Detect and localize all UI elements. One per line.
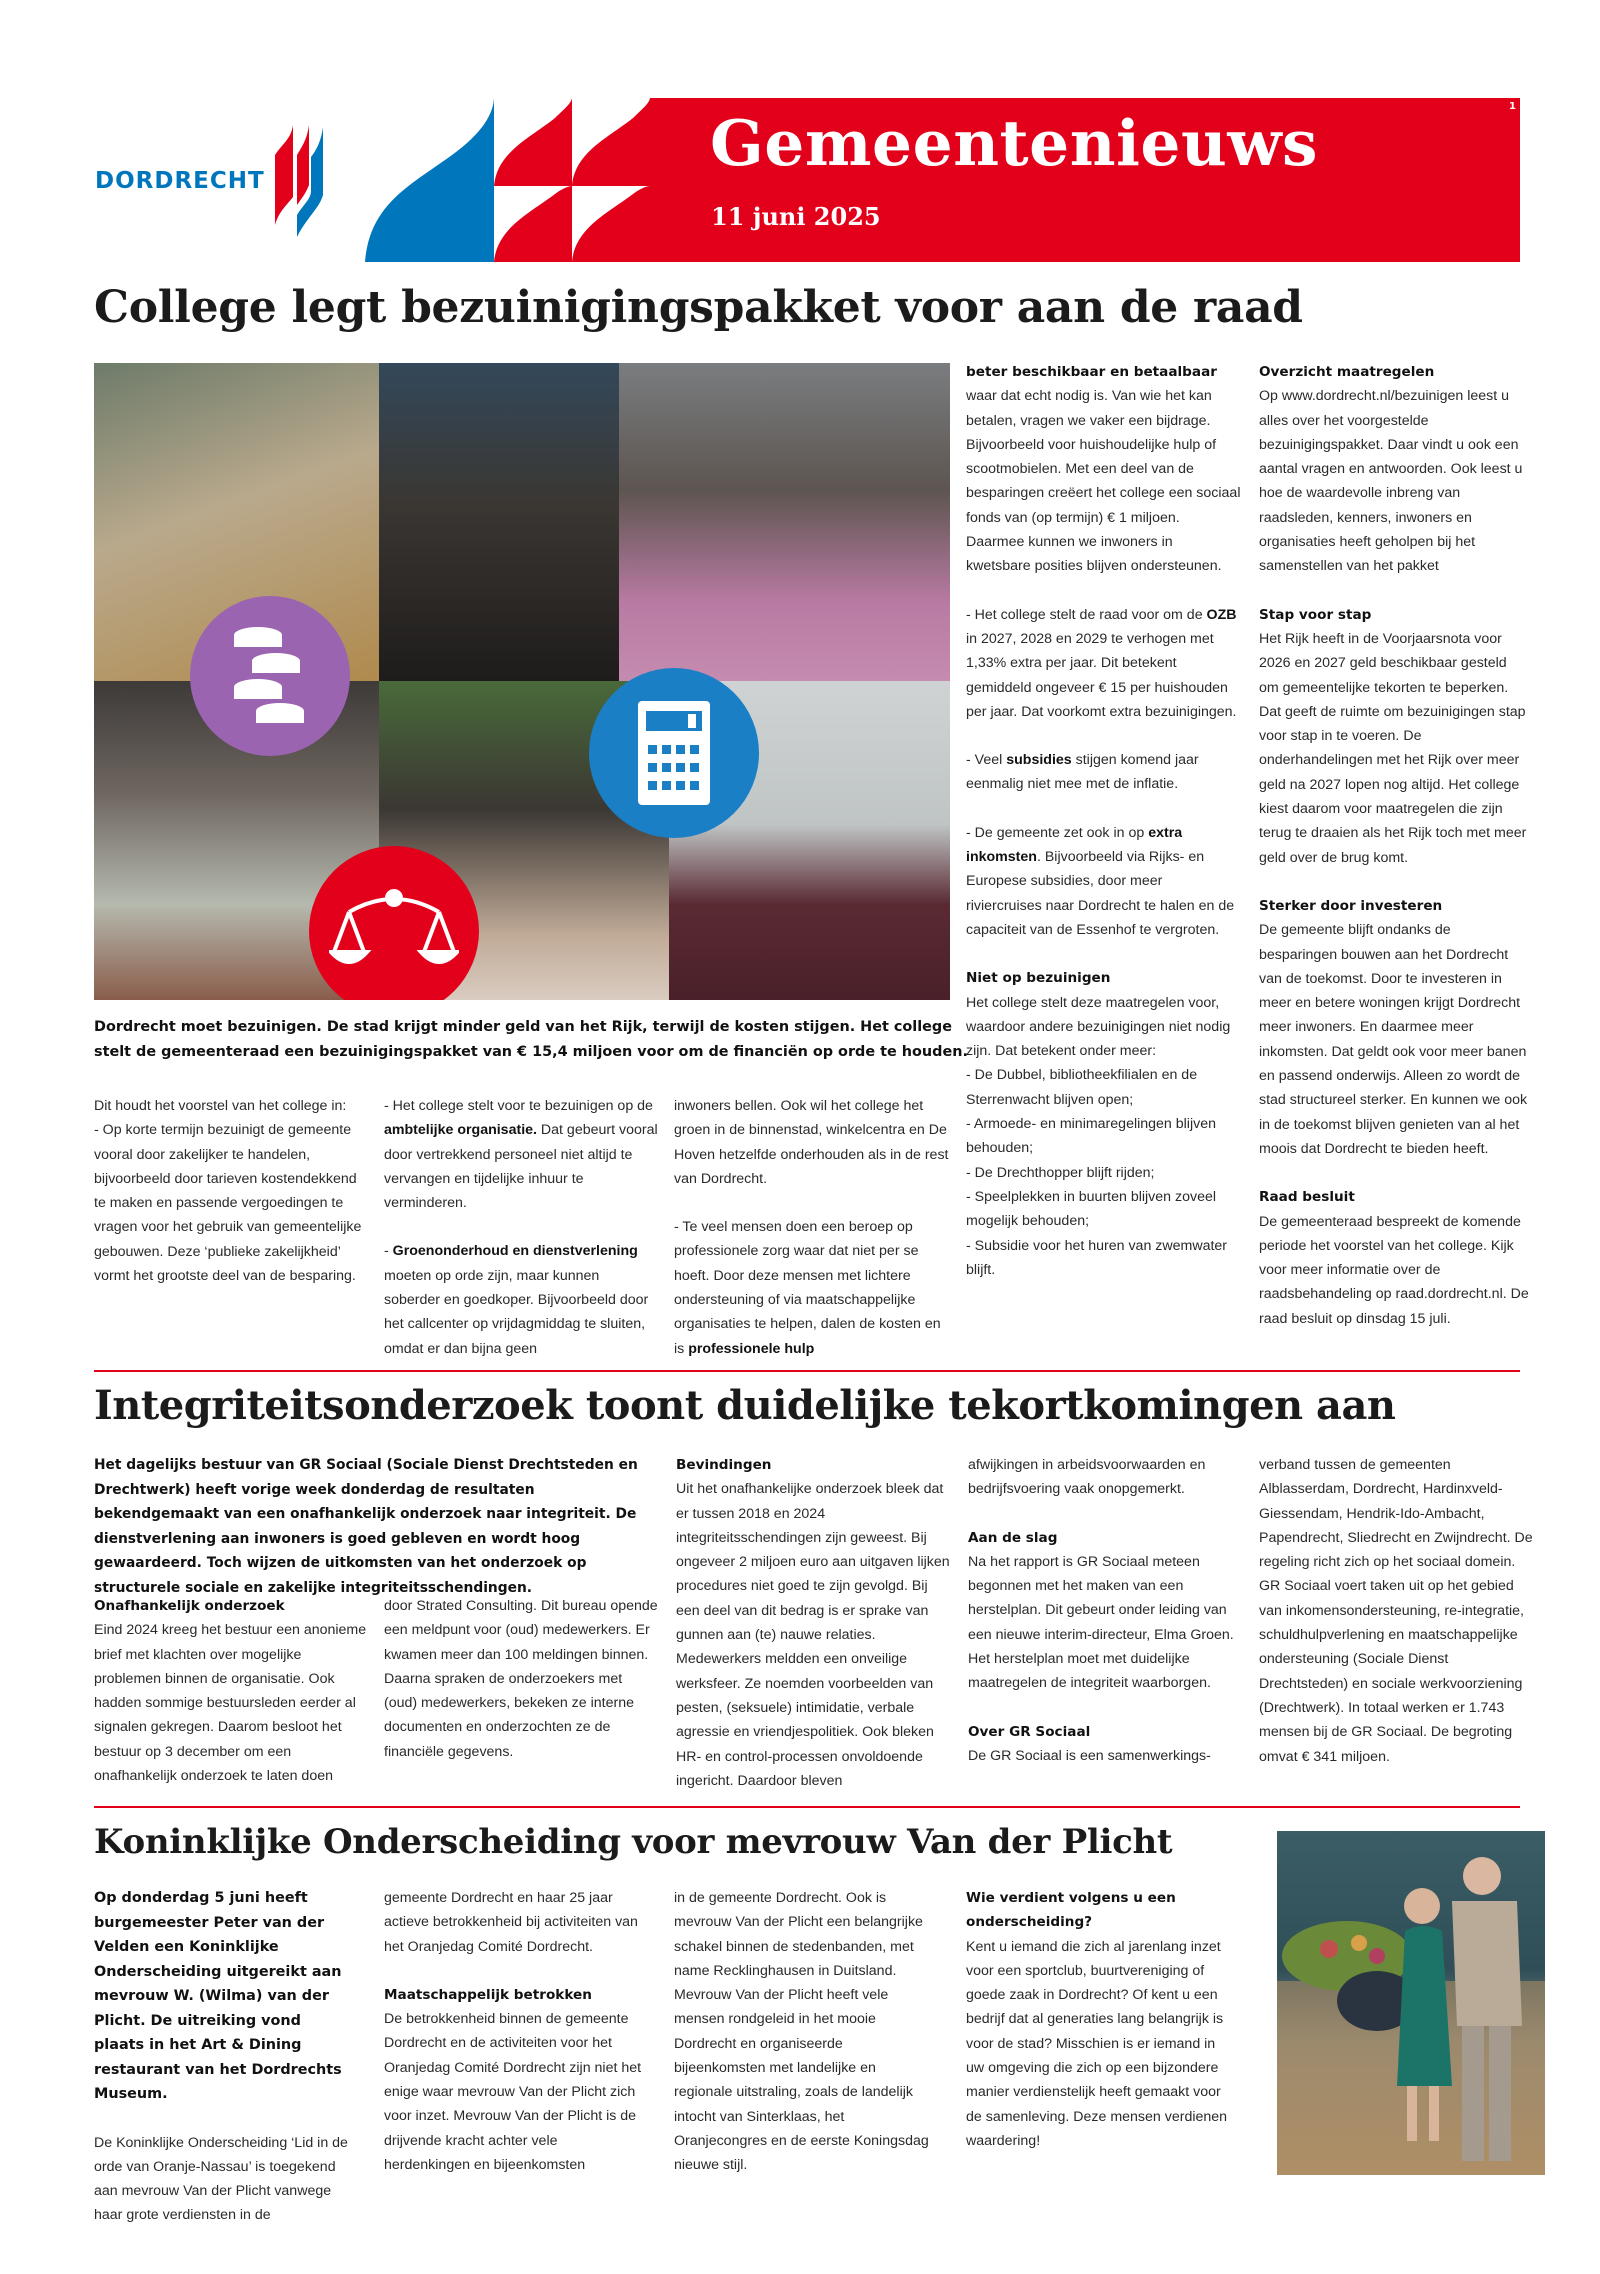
- photo-tile: [379, 363, 619, 681]
- paragraph: Uit het onafhankelijke onderzoek bleek dat er tussen 2018 en 2024 integriteitsschendingen zijn geweest. Bij ongeveer 2 miljoen euro aan uitgaven lijken procedures niet goed te zijn gevolgd. Bij een deel van dit bedrag is er sprake van gunnen aan (te) nauwe relaties. Medewerkers meldden een onveilige werksfeer. Ze noemden voorbeelden van pesten, (seksuele) intimidatie, verbale agressie en vriendjespolitiek. Ook bleken HR- en control-processen onvoldoende ingericht. Daardoor bleven: [676, 1481, 950, 1789]
- paragraph: [966, 748, 1241, 797]
- subheading: Sterker door investeren: [1259, 897, 1443, 914]
- paragraph: Na het rapport is GR Sociaal meteen begonnen met het maken van een herstelplan. Dit gebeurt onder leiding van een nieuwe interim-directeur, Elma Groen. Het herstelplan moet met duidelijke maatregelen de integriteit waarborgen.: [968, 1553, 1234, 1692]
- article1-column-2: [384, 1094, 659, 1361]
- subheading: Bevindingen: [676, 1457, 772, 1473]
- paragraph: [384, 1094, 659, 1215]
- text: . Bijvoorbeeld via Rijks- en Europese subsidies, door meer riviercruises naar Dordrecht te halen en de capaciteit van de Essenhof te vergroten.: [966, 849, 1235, 938]
- coins-icon: [190, 596, 350, 756]
- subheading: Stap voor stap: [1259, 606, 1372, 623]
- article2-column-5: [1259, 1453, 1534, 1769]
- paragraph: Eind 2024 kreeg het bestuur een anonieme brief met klachten over mogelijke problemen binnen de organisatie. Ook hadden sommige bestuursleden eerder al signalen gekregen. Daarom besloot het bestuur op 3 december om een onafhankelijk onderzoek te laten doen: [94, 1622, 367, 1785]
- issue-date: 11 juni 2025: [711, 202, 881, 231]
- text: - Het college stelt voor te bezuinigen op de: [384, 1098, 653, 1114]
- paragraph: [674, 1215, 949, 1361]
- award-ceremony-photo: [1277, 1831, 1545, 2175]
- paragraph: Kent u iemand die zich al jarenlang inzet voor een sportclub, buurtvereniging of goede zaak in Dordrecht? Of kent u een bedrijf dat al generaties lang belangrijk is voor de stad? Misschien is er iemand in uw omgeving die zich op een bijzondere manier verdienstelijk heeft gemaakt voor de samenleving. Deze mensen verdienen waardering!: [966, 1938, 1228, 2149]
- article1-column-4: [966, 360, 1241, 1282]
- article1-column-1: [94, 1094, 364, 1288]
- paragraph: Op www.dordrecht.nl/bezuinigen leest u alles over het voorgestelde bezuinigingspakket. Daar vindt u ook een aantal vragen en antwoorden. Ook leest u hoe de waardevolle inbreng van raadsleden, kenners, inwoners en organisaties heeft geholpen bij het samenstellen van het pakket: [1259, 388, 1523, 575]
- subheading: Maatschappelijk betrokken: [384, 1986, 592, 2003]
- dordrecht-logo: [95, 125, 329, 237]
- section-divider: [94, 1806, 1520, 1808]
- bold-text: extra inkomsten: [966, 824, 1183, 866]
- list-item: - Armoede- en minimaregelingen blijven behouden;: [966, 1116, 1216, 1157]
- photo-tile: [619, 363, 950, 681]
- paragraph: [966, 603, 1241, 724]
- article1-headline: College legt bezuinigingspakket voor aan de raad: [94, 282, 1303, 333]
- text: stijgen komend jaar eenmalig niet mee met de inflatie.: [966, 752, 1199, 793]
- paragraph: [966, 821, 1241, 942]
- paragraph: door Strated Consulting. Dit bureau opende een meldpunt voor (oud) medewerkers. Er kwamen meer dan 100 meldingen binnen. Daarna spraken de onderzoekers met (oud) medewerkers, bekeken ze interne documenten en onderzochten ze de financiële gegevens.: [384, 1598, 658, 1760]
- paragraph: [384, 1239, 659, 1360]
- article2-lead: Het dagelijks bestuur van GR Sociaal (Sociale Dienst Drechtsteden en Drechtwerk) heeft vorige week donderdag de resultaten bekendgemaakt van een onafhankelijk onderzoek naar integriteit. De dienstverlening aan inwoners is goed gebleven en wordt hoog gewaardeerd. Toch wijzen de uitkomsten van het onderzoek op structurele sociale en zakelijke integriteitsschendingen.: [94, 1457, 638, 1596]
- article1-column-3: [674, 1094, 949, 1361]
- list-item: - De Drechthopper blijft rijden;: [966, 1164, 1155, 1181]
- text: moeten op orde zijn, maar kunnen soberder en goedkoper. Bijvoorbeeld door het callcenter op vrijdagmiddag te sluiten, omdat er dan bijna geen: [384, 1267, 649, 1357]
- paragraph: inwoners bellen. Ook wil het college het groen in de binnenstad, winkelcentra en De Hoven hetzelfde onderhouden als in de rest van Dordrecht.: [674, 1098, 949, 1187]
- bold-text: Groenonderhoud en dienstverlening: [392, 1243, 638, 1260]
- subheading: Aan de slag: [968, 1529, 1058, 1546]
- article1-lead: Dordrecht moet bezuinigen. De stad krijgt minder geld van het Rijk, terwijl de kosten stijgen. Het college stelt de gemeenteraad een bezuinigingspakket van € 15,4 miljoen voor om de financiën op orde te houden.: [94, 1019, 968, 1060]
- article3-lead: Op donderdag 5 juni heeft burgemeester Peter van der Velden een Koninklijke Onderscheiding uitgereikt aan mevrouw W. (Wilma) van der Plicht. De uitreiking vond plaats in het Art & Dining restaurant van het Dordrechts Museum.: [94, 1890, 342, 2102]
- bold-text: professionele hulp: [688, 1340, 815, 1357]
- paragraph: afwijkingen in arbeidsvoorwaarden en bedrijfsvoering vaak onopgemerkt.: [968, 1457, 1206, 1498]
- article3-column-3: [674, 1886, 936, 2178]
- text: - Veel: [966, 752, 1007, 769]
- paragraph: Het Rijk heeft in de Voorjaarsnota voor 2026 en 2027 geld beschikbaar gesteld om gemeentelijke tekorten te beperken. Dat geeft de ruimte om bezuinigingen stap voor stap in te voeren. De onderhandelingen met het Rijk over meer geld na 2027 lopen nog altijd. Het college kiest daarom voor maatregelen die zijn terug te draaien als het Rijk toch met meer geld over de brug komt.: [1259, 630, 1527, 866]
- text: - Te veel mensen doen een beroep op professionele zorg waar dat niet per se hoeft. Door deze mensen met lichtere ondersteuning of via maatschappelijke organisaties te helpen, dalen de kosten en is: [674, 1219, 941, 1357]
- article2-headline: Integriteitsonderzoek toont duidelijke tekortkomingen aan: [94, 1382, 1396, 1429]
- paragraph: waar dat echt nodig is. Van wie het kan betalen, vragen we vaker een bijdrage. Bijvoorbeeld voor huishoudelijke hulp of scootmobielen. Met een deel van de besparingen creëert het college een sociaal fonds van (op termijn) € 1 miljoen. Daarmee kunnen we inwoners in kwetsbare posities blijven ondersteunen.: [966, 388, 1241, 575]
- list-item: - De Dubbel, bibliotheekfilialen en de Sterrenwacht blijven open;: [966, 1067, 1198, 1108]
- bold-text: OZB: [1206, 606, 1237, 623]
- article2-column-4: [968, 1453, 1243, 1768]
- section-divider: [94, 1370, 1520, 1372]
- subheading: Raad besluit: [1259, 1189, 1355, 1206]
- paragraph: De gemeente blijft ondanks de besparingen bouwen aan het Dordrecht van de toekomst. Door te investeren in meer en betere woningen krijgt Dordrecht meer inwoners. En daarmee meer inkomsten. Dat geldt ook voor meer banen en passend onderwijs. Alleen zo wordt de stad structureel sterker. En kunnen we ook in de toekomst blijven genieten van al het moois dat Dordrecht te bieden heeft.: [1259, 922, 1528, 1157]
- subheading: Niet op bezuinigen: [966, 970, 1111, 987]
- newsletter-title: Gemeentenieuws: [710, 106, 1319, 180]
- article1-column-5: [1259, 360, 1529, 1331]
- article3-column-1: [94, 1886, 349, 2228]
- text: in 2027, 2028 en 2029 te verhogen met 1,33% extra per jaar. Dit betekent gemiddeld ongeveer € 15 per huishouden per jaar. Dat voorkomt extra bezuinigingen.: [966, 630, 1237, 720]
- article2-column-2: [384, 1594, 659, 1764]
- text: - De gemeente zet ook in op: [966, 824, 1149, 841]
- paragraph: - Op korte termijn bezuinigt de gemeente vooral door zakelijker te handelen, bijvoorbeeld door tarieven kostendekkend te maken en passende vergoedingen te vragen voor het gebruik van gemeentelijke gebouwen. Deze ‘publieke zakelijkheid’ vormt het grootste deel van de besparing.: [94, 1122, 362, 1285]
- list-item: - Subsidie voor het huren van zwemwater blijft.: [966, 1237, 1228, 1278]
- list-item: - Speelplekken in buurten blijven zoveel mogelijk behouden;: [966, 1188, 1217, 1230]
- subheading: Over GR Sociaal: [968, 1723, 1091, 1740]
- subheading: Overzicht maatregelen: [1259, 364, 1435, 380]
- text: -: [384, 1243, 393, 1260]
- text: Dat gebeurt vooral door vertrekkend personeel niet altijd te vervangen en tijdelijke inhuur te verminderen.: [384, 1122, 658, 1212]
- subheading: Onafhankelijk onderzoek: [94, 1598, 285, 1614]
- paragraph: Het college stelt deze maatregelen voor, waardoor andere bezuinigingen niet nodig zijn. Dat betekent onder meer:: [966, 994, 1231, 1060]
- article2-column-3: [676, 1453, 951, 1793]
- subheading: Wie verdient volgens u een onderscheiding?: [966, 1890, 1176, 1931]
- article3-column-4: [966, 1886, 1228, 2153]
- article3-column-2: [384, 1886, 644, 2177]
- dordrecht-flag-icon: [271, 125, 329, 237]
- page-number: 1: [1509, 101, 1516, 112]
- masthead-wave-graphic: [365, 98, 705, 262]
- paragraph: gemeente Dordrecht en haar 25 jaar actieve betrokkenheid bij activiteiten van het Oranjedag Comité Dordrecht.: [384, 1890, 638, 1955]
- article2-column-1: [94, 1594, 369, 1788]
- logo-text: DORDRECHT: [95, 168, 265, 194]
- masthead-banner: [700, 98, 1520, 262]
- bold-text: ambtelijke organisatie.: [384, 1122, 537, 1139]
- paragraph: De Koninklijke Onderscheiding ‘Lid in de orde van Oranje-Nassau’ is toegekend aan mevrouw Van der Plicht vanwege haar grote verdiensten in de: [94, 2134, 348, 2224]
- article1-photo-collage: [94, 363, 950, 1000]
- paragraph: De GR Sociaal is een samenwerkings-: [968, 1747, 1211, 1764]
- award-photo-figures: [1277, 1831, 1545, 2175]
- bold-text: subsidies: [1006, 752, 1072, 769]
- article3-headline: Koninklijke Onderscheiding voor mevrouw Van der Plicht: [94, 1822, 1173, 1862]
- paragraph: De betrokkenheid binnen de gemeente Dordrecht en de activiteiten voor het Oranjedag Comité Dordrecht zijn niet het enige waar mevrouw Van der Plicht zich voor inzet. Mevrouw Van der Plicht is de drijvende kracht achter vele herdenkingen en bijeenkomsten: [384, 2011, 642, 2173]
- text: - Het college stelt de raad voor om de: [966, 606, 1207, 623]
- paragraph: in de gemeente Dordrecht. Ook is mevrouw Van der Plicht een belangrijke schakel binnen de stedenbanden, met name Recklinghausen in Duitsland. Mevrouw Van der Plicht heeft vele mensen rondgeleid in het mooie Dordrecht en organiseerde bijeenkomsten met landelijke en regionale uitstraling, zoals de landelijk intocht van Sinterklaas, het Oranjecongres en de eerste Koningsdag nieuwe stijl.: [674, 1890, 929, 2174]
- paragraph-lead: beter beschikbaar en betaalbaar: [966, 364, 1217, 380]
- paragraph: De gemeenteraad bespreekt de komende periode het voorstel van het college. Kijk voor meer informatie over de raadsbehandeling op raad.dordrecht.nl. De raad besluit op dinsdag 15 juli.: [1259, 1213, 1529, 1327]
- calculator-icon: [589, 668, 759, 838]
- paragraph: Dit houdt het voorstel van het college in:: [94, 1098, 347, 1114]
- paragraph: verband tussen de gemeenten Alblasserdam, Dordrecht, Hardinxveld-Giessendam, Hendrik-Ido-Ambacht, Papendrecht, Sliedrecht en Zwijndrecht. De regeling richt zich op het sociaal domein. GR Sociaal voert taken uit op het gebied van inkomensondersteuning, re-integratie, schuldhulpverlening en maatschappelijke ondersteuning (Sociale Dienst Drechtsteden) en sociale werkvoorziening (Drechtwerk). In totaal werken er 1.743 mensen bij de GR Sociaal. De begroting omvat € 341 miljoen.: [1259, 1457, 1533, 1765]
